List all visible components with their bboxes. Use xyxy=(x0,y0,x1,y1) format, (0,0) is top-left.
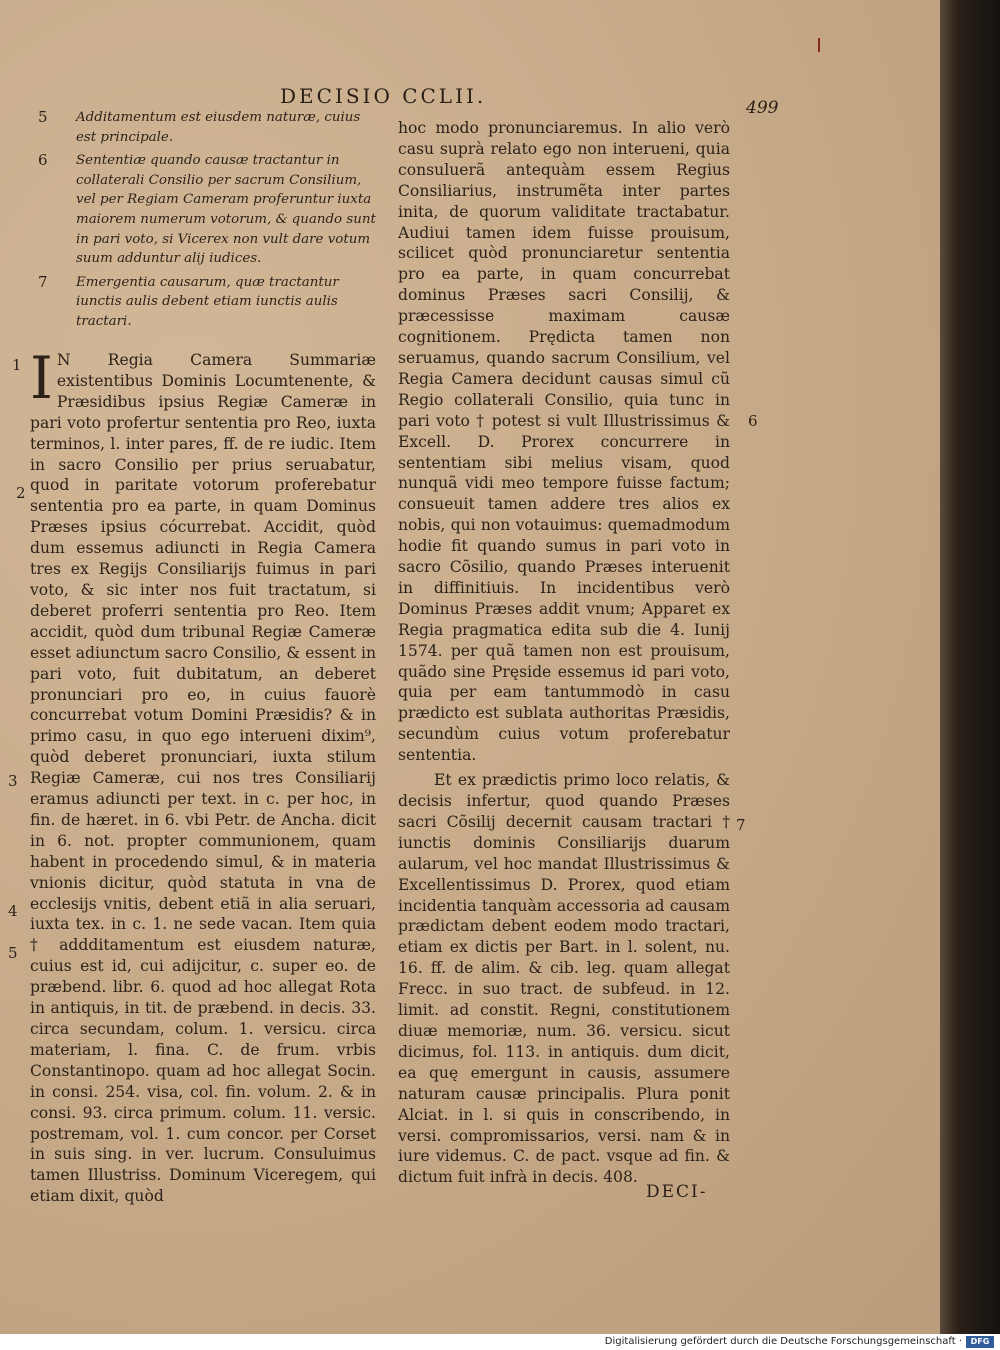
summary-text: Sententiæ quando causæ tractantur in collaterali Consilio per sacrum Consilium, vel per Regiam Cameram proferuntur iuxta maiorem numerum votorum, & quando sunt in pari voto, si Vicerex non vult dare votum suum adduntur alij iudices. xyxy=(76,153,376,267)
ink-mark xyxy=(818,38,820,52)
footer-credit: Digitalisierung gefördert durch die Deutsche Forschungsgemeinschaft · xyxy=(604,1336,962,1347)
margin-number: 3 xyxy=(8,772,18,790)
margin-number: 5 xyxy=(8,944,18,962)
margin-number: 4 xyxy=(8,902,18,920)
summary-item xyxy=(38,273,383,332)
right-column-text xyxy=(398,118,730,1188)
right-paragraph-1: hoc modo pronunciaremus. In alio verò casu suprà relato ego non interueni, quia consuluerã antequàm essem Regius Consiliarius, instrumẽta inter partes inita, de quorum validitate tractabatur. Audiui tamen idem fuisse prouisum, scilicet quòd pronunciaretur sententia pro ea parte, in quam concurrebat dominus Præses sacri Consilij, & præcessisse maximam causæ cognitionem. Prędicta tamen non seruamus, quando sacrum Consilium, vel Regia Camera decidunt causas simul cũ Regio collaterali Consilio, quia tunc in pari voto † potest si vult Illustrissimus & Excell. D. Prorex concurrere in sententiam sibi melius visam, quod nunquã vidi meo tempore fuisse factum; consueuit tamen addere tres alios ex nobis, qui non votauimus: quemadmodum hodie fit quando sumus in pari voto in sacro Cõsilio, quando Præses interuenit in diffinitiuis. In incidentibus verò Dominus Præses addit vnum; Apparet ex Regia pragmatica edita sub die 4. Iunij 1574. per quã tamen non est prouisum, quãdo sine Pręside essemus id pari voto, quia per eam tantummodò in casu prædicto est sublata authoritas Præsidis, secundùm cuius votum proferebatur sententia. xyxy=(398,119,730,765)
summary-number: 5 xyxy=(38,108,48,126)
margin-number: 7 xyxy=(736,816,746,834)
drop-cap: I xyxy=(30,344,53,412)
summary-text: Emergentia causarum, quæ tractantur iunctis aulis debent etiam iunctis aulis tractari. xyxy=(76,274,339,329)
summary-list xyxy=(38,108,383,336)
page-number: 499 xyxy=(746,98,779,118)
dfg-logo: DFG xyxy=(966,1336,994,1348)
decision-heading: DECISIO CCLII. xyxy=(280,84,487,108)
catchword: DECI- xyxy=(646,1182,708,1202)
footer-bar xyxy=(0,1334,1000,1350)
summary-item xyxy=(38,151,383,269)
left-column-text xyxy=(30,344,376,1207)
summary-number: 7 xyxy=(38,272,48,291)
margin-number: 1 xyxy=(12,356,22,374)
margin-number: 2 xyxy=(16,484,26,502)
left-body-text: N Regia Camera Summariæ existentibus Dominis Locumtenente, & Præsidibus ipsius Regiæ Cameræ in pari voto profertur sententia pro Reo, iuxta terminos, l. inter pares, ff. de re iudic. Item in sacro Consilio per prius seruabatur, quod in paritate votorum proferebatur sententia pro ea parte, in quam Dominus Præses ipsius cócurrebat. Accidit, quòd dum essemus adiuncti in Regia Camera tres ex Regijs Consiliarijs fuimus in pari voto, & sic inter nos fuit tractatum, si deberet proferri sententia pro Reo. Item accidit, quòd dum tribunal Regiæ Cameræ esset adiunctum sacro Consilio, & essent in pari voto, fuit dubitatum, an deberet pronunciari pro eo, in cuius fauorè concurrebat votum Domini Præsidis? & in primo casu, in quo ego interueni dixim⁹, quòd deberet pronunciari, iuxta stilum Regiæ Cameræ, cui nos tres Consiliarij eramus adiuncti per text. in c. per hoc, in fin. de hæret. in 6. vbi Petr. de Ancha. dicit in 6. not. propter communionem, quam habent in procedendo simul, & in materia vnionis dicitur, quòd statuta in vna de ecclesijs vnitis, debent etiã in alia seruari, iuxta tex. in c. 1. ne sede vacan. Item quia † addditamentum est eiusdem naturæ, cuius est id, cui adijcitur, c. super eo. de præbend. libr. 6. quod ad hoc allegat Rota in antiquis, in tit. de præbend. in decis. 33. circa secundam, colum. 1. versicu. circa materiam, l. fina. C. de frum. vrbis Constantinopo. quam ad hoc allegat Socin. in consi. 254. visa, col. fin. volum. 2. & in consi. 93. circa primum. colum. 11. versic. postremam, vol. 1. cum concor. per Corset in suis sing. in ver. lucrum. Consuluimus tamen Illustriss. Dominum Viceregem, qui etiam dixit, quòd xyxy=(30,351,376,1206)
right-paragraph-2: Et ex prædictis primo loco relatis, & decisis infertur, quod quando Præses sacri Cõsilij decernit causam tractari † iunctis dominis Consiliarijs duarum aularum, vel hoc mandat Illustrissimus & Excellentissimus D. Prorex, quod etiam incidentia tanquàm accessoria ad causam prædictam debent eodem modo tractari, etiam ex dictis per Bart. in l. solent, nu. 16. ff. de alim. & cib. leg. quam allegat Frecc. in suo tract. de subfeud. in 12. limit. ad constit. Regni, constitutionem diuæ memoriæ, num. 36. versicu. sicut dicimus, fol. 113. in antiquis. dum dicit, ea quę emergunt in causis, assumere naturam causæ principalis. Plura ponit Alciat. in l. si quis in conscribendo, in versi. compromissarios, versi. nam & in iure videmus. C. de pact. vsque ad fin. & dictum fuit infrà in decis. 408. xyxy=(398,771,730,1187)
margin-number: 6 xyxy=(748,412,758,430)
summary-text: Additamentum est eiusdem naturæ, cuius est principale. xyxy=(76,110,361,145)
page-edge-shadow xyxy=(940,0,1000,1334)
summary-item xyxy=(38,108,383,147)
summary-number: 6 xyxy=(38,151,48,170)
